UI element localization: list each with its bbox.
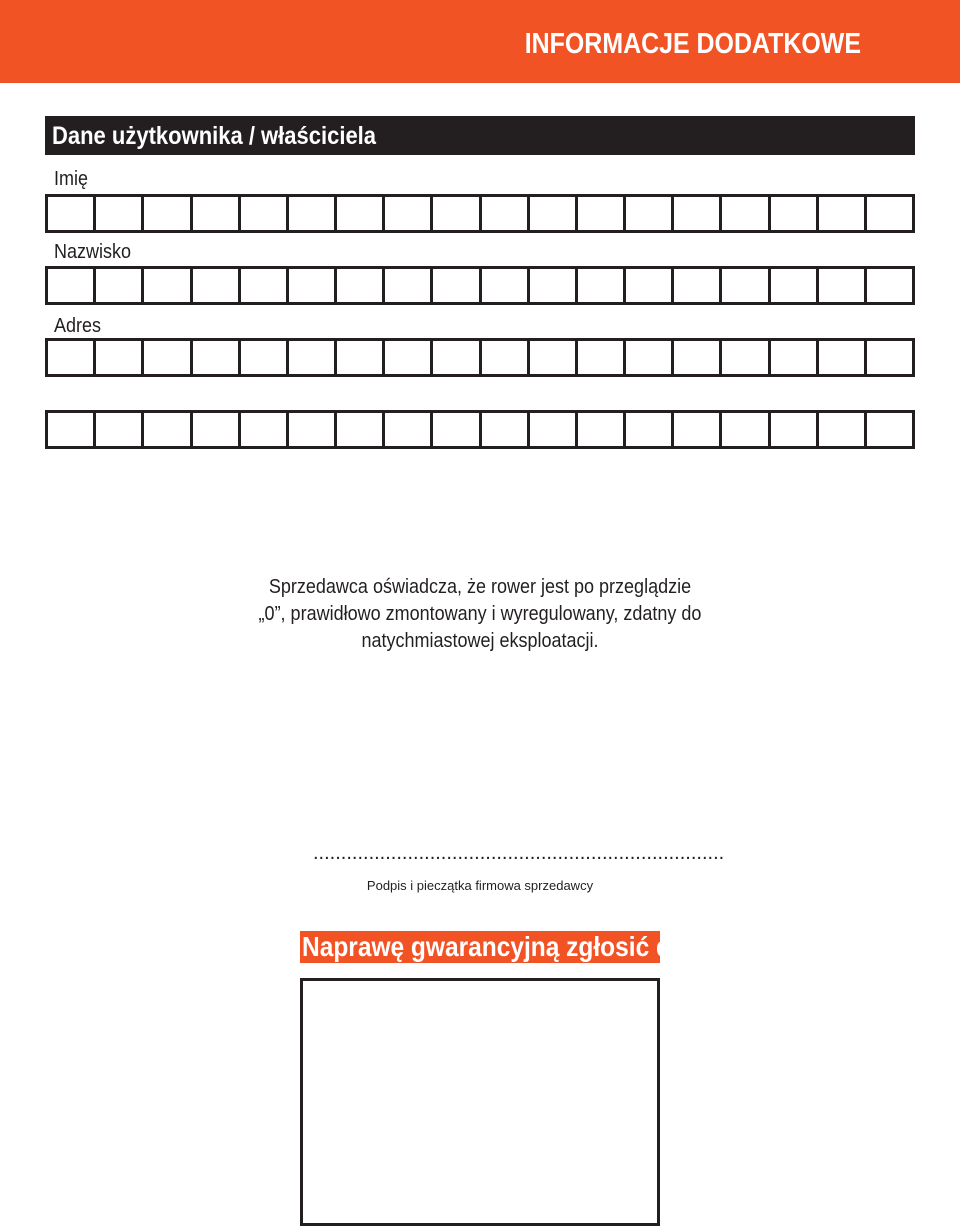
letter-box[interactable]	[530, 341, 578, 374]
letter-box[interactable]	[819, 269, 867, 302]
letter-box[interactable]	[722, 413, 770, 446]
statement-line: Sprzedawca oświadcza, że rower jest po przeglądzie	[268, 576, 692, 598]
letter-box[interactable]	[771, 197, 819, 230]
letter-box[interactable]	[289, 197, 337, 230]
letter-box[interactable]	[241, 269, 289, 302]
letter-box[interactable]	[578, 269, 626, 302]
letter-box[interactable]	[722, 269, 770, 302]
letter-box[interactable]	[385, 197, 433, 230]
letter-box[interactable]	[96, 197, 144, 230]
letter-box[interactable]	[482, 197, 530, 230]
letter-box[interactable]	[48, 197, 96, 230]
letter-box[interactable]	[193, 197, 241, 230]
letter-box[interactable]	[867, 341, 912, 374]
letter-box[interactable]	[144, 341, 192, 374]
letter-box[interactable]	[337, 341, 385, 374]
letter-box[interactable]	[289, 269, 337, 302]
statement-line: natychmiastowej eksploatacji.	[361, 630, 599, 652]
letter-box[interactable]	[626, 269, 674, 302]
letter-box[interactable]	[626, 197, 674, 230]
letter-box[interactable]	[144, 269, 192, 302]
letter-box[interactable]	[48, 413, 96, 446]
letter-box[interactable]	[722, 197, 770, 230]
letter-box[interactable]	[482, 341, 530, 374]
letter-box[interactable]	[578, 413, 626, 446]
letter-box[interactable]	[48, 269, 96, 302]
address-label: Adres	[54, 315, 102, 337]
letter-box[interactable]	[674, 269, 722, 302]
warranty-label	[300, 931, 695, 963]
letter-box[interactable]	[289, 413, 337, 446]
letter-box[interactable]	[96, 413, 144, 446]
letter-box[interactable]	[819, 197, 867, 230]
letter-box[interactable]	[626, 413, 674, 446]
letter-box[interactable]	[433, 341, 481, 374]
letter-box[interactable]	[48, 341, 96, 374]
letter-box[interactable]	[193, 269, 241, 302]
letter-box[interactable]	[385, 341, 433, 374]
seller-statement	[230, 574, 730, 655]
letter-box[interactable]	[241, 413, 289, 446]
letter-box[interactable]	[385, 269, 433, 302]
letter-box[interactable]	[337, 413, 385, 446]
letter-box[interactable]	[482, 413, 530, 446]
letter-box[interactable]	[193, 413, 241, 446]
letter-box[interactable]	[385, 413, 433, 446]
letter-box[interactable]	[771, 269, 819, 302]
page-title: INFORMACJE DODATKOWE	[524, 28, 861, 60]
first-name-boxes[interactable]	[45, 194, 915, 233]
letter-box[interactable]	[193, 341, 241, 374]
letter-box[interactable]	[819, 413, 867, 446]
letter-box[interactable]	[482, 269, 530, 302]
letter-box[interactable]	[578, 197, 626, 230]
letter-box[interactable]	[530, 197, 578, 230]
letter-box[interactable]	[867, 269, 912, 302]
letter-box[interactable]	[337, 197, 385, 230]
letter-box[interactable]	[530, 269, 578, 302]
letter-box[interactable]	[674, 413, 722, 446]
letter-box[interactable]	[144, 197, 192, 230]
letter-box[interactable]	[867, 197, 912, 230]
letter-box[interactable]	[530, 413, 578, 446]
first-name-label: Imię	[54, 168, 89, 190]
letter-box[interactable]	[433, 413, 481, 446]
letter-box[interactable]	[144, 413, 192, 446]
letter-box[interactable]	[674, 197, 722, 230]
letter-box[interactable]	[241, 197, 289, 230]
statement-line: „0”, prawidłowo zmontowany i wyregulowany, zdatny do	[258, 603, 702, 625]
top-banner	[0, 0, 960, 83]
letter-box[interactable]	[626, 341, 674, 374]
address-boxes-line-1[interactable]	[45, 338, 915, 377]
address-boxes-line-2[interactable]	[45, 410, 915, 449]
letter-box[interactable]	[771, 341, 819, 374]
signature-caption: Podpis i pieczątka firmowa sprzedawcy	[366, 878, 594, 893]
signature-line[interactable]: ..........................................................................	[313, 842, 725, 864]
owner-section-title: Dane użytkownika / właściciela	[52, 122, 377, 150]
warranty-label-text: Naprawę gwarancyjną zgłosić do:	[302, 931, 695, 962]
last-name-label: Nazwisko	[54, 241, 132, 263]
letter-box[interactable]	[867, 413, 912, 446]
letter-box[interactable]	[96, 341, 144, 374]
letter-box[interactable]	[819, 341, 867, 374]
letter-box[interactable]	[241, 341, 289, 374]
letter-box[interactable]	[674, 341, 722, 374]
letter-box[interactable]	[433, 269, 481, 302]
letter-box[interactable]	[578, 341, 626, 374]
last-name-boxes[interactable]	[45, 266, 915, 305]
letter-box[interactable]	[96, 269, 144, 302]
letter-box[interactable]	[289, 341, 337, 374]
letter-box[interactable]	[337, 269, 385, 302]
warranty-contact-box[interactable]	[300, 978, 660, 1226]
letter-box[interactable]	[771, 413, 819, 446]
letter-box[interactable]	[433, 197, 481, 230]
owner-section-header	[45, 116, 915, 155]
letter-box[interactable]	[722, 341, 770, 374]
